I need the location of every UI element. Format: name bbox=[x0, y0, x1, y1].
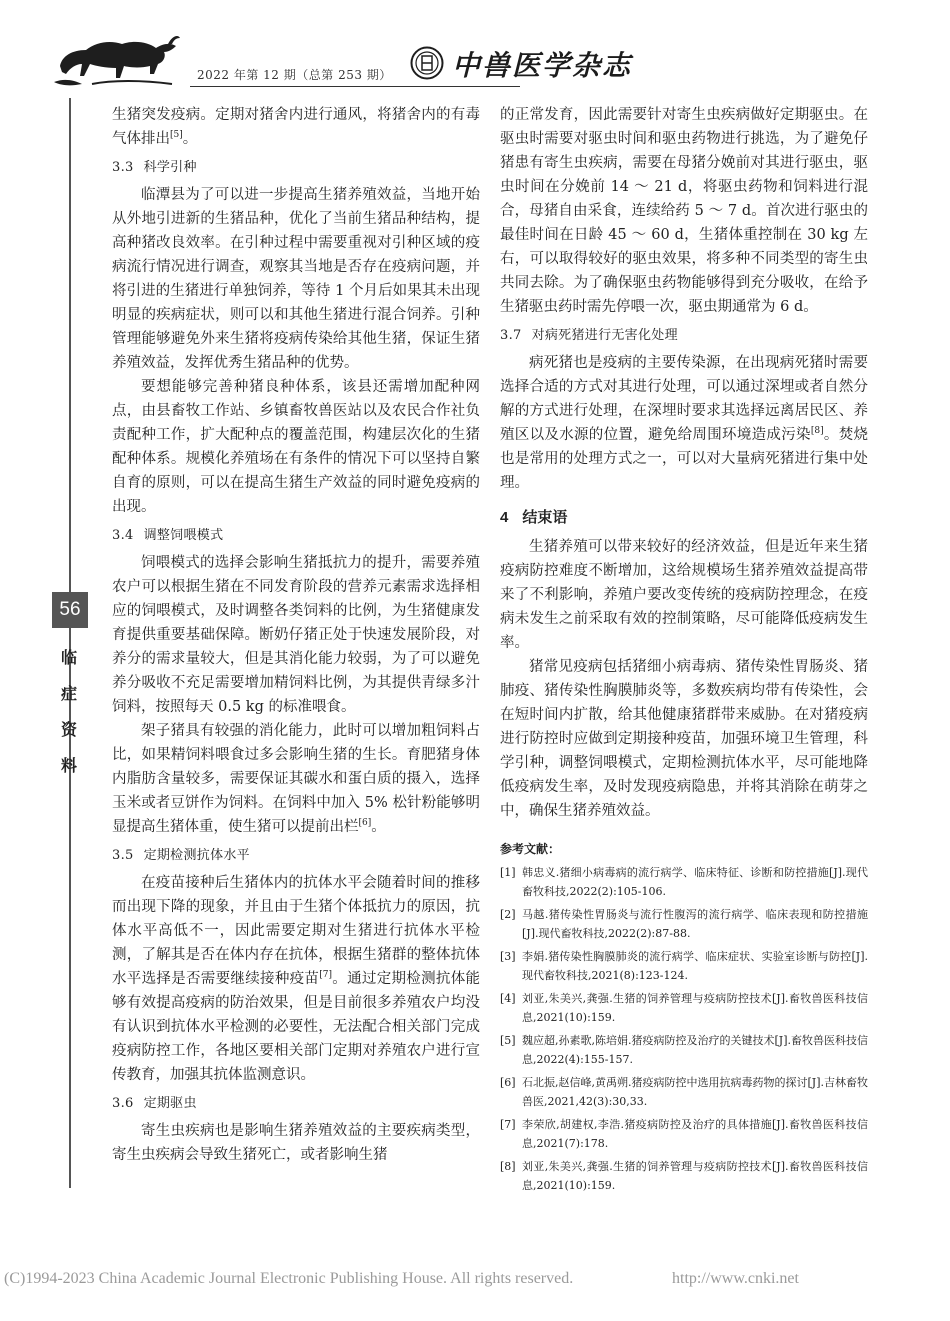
paragraph: 临潭县为了可以进一步提高生猪养殖效益，当地开始从外地引进新的生猪品种，优化了当前生猪品种结构，提高种猪改良效率。在引种过程中需要重视对引种区域的疫病流行情况进行调查，观察其当地是否存在疫病问题，并将引进的生猪进行单独饲养，等待 1 个月后如果其未出现明显的疾病症状，则可以和其他生猪进行混合饲养。引种管理能够避免外来生猪将疫病传染给其他生猪，保证生猪养殖效益，发挥优秀生猪品种的优势。 bbox=[112, 187, 480, 371]
reference-item: [2] 马越.猪传染性胃肠炎与流行性腹泻的流行病学、临床表现和防控措施[J].现代畜牧科技,2022(2):87-88. bbox=[500, 908, 868, 940]
footer-url[interactable]: http://www.cnki.net bbox=[672, 1270, 799, 1287]
paragraph: 的正常发育，因此需要针对寄生虫疾病做好定期驱虫。在驱虫时需要对驱虫时间和驱虫药物进行挑选，为了避免仔猪患有寄生虫疾病，需要在母猪分娩前对其进行驱虫，驱虫时间在分娩前 14 ～ 21 d，将驱虫药物和饲料进行混合，母猪自由采食，连续给药 5 ～ 7 d。首次进行驱虫的最佳时间在日龄 45 ～ 60 d，生猪体重控制在 30 kg 左右，可以取得较好的驱虫效果，将多种不同类型的寄生虫共同去除。为了确保驱虫药物能够得到充分吸收，在给予生猪驱虫药时需先停喂一次，驱虫期通常为 6 d。 bbox=[500, 107, 868, 315]
ox-logo-icon bbox=[52, 26, 182, 88]
reference-item: [5] 魏应超,孙素歌,陈培娟.猪疫病防控及治疗的关键技术[J].畜牧兽医科技信息,2022(4):155-157. bbox=[500, 1034, 868, 1066]
reference-item: [3] 李娟.猪传染性胸膜肺炎的流行病学、临床症状、实验室诊断与防控[J].现代畜牧科技,2021(8):123-124. bbox=[500, 950, 868, 982]
copyright-notice: (C)1994-2023 China Academic Journal Electronic Publishing House. All rights reserved. bbox=[4, 1270, 574, 1287]
paragraph: 饲喂模式的选择会影响生猪抵抗力的提升，需要养殖农户可以根据生猪在不同发育阶段的营养元素需求选择相应的饲喂模式，及时调整各类饲料的比例，为生猪健康发育提供重要基础保障。断奶仔猪正处于快速发展阶段，对养分的需求量较大，但是其消化能力较弱，为了可以避免养分吸收不充足需要增加精饲料比例，为其提供青绿多汁饲料，按照每天 0.5 kg 的标准喂食。 bbox=[112, 555, 480, 715]
paragraph: 病死猪也是疫病的主要传染源，在出现病死猪时需要选择合适的方式对其进行处理，可以通过深埋或者自然分解的方式进行处理，在深埋时要求其选择远离居民区、养殖区以及水源的位置，避免给周围环境造成污染[8]。焚烧也是常用的处理方式之一，可以对大量病死猪进行集中处理。 bbox=[500, 355, 868, 491]
citation: [6] bbox=[358, 818, 372, 828]
paragraph: 生猪养殖可以带来较好的经济效益，但是近年来生猪疫病防控难度不断增加，这给规模场生猪养殖效益提高带来了不利影响，养殖户要改变传统的疫病防控理念，在疫病未发生之前采取有效的控制策略，尽可能降低疫病发生率。 bbox=[500, 539, 868, 651]
subsection-heading: 3.3 科学引种 bbox=[112, 160, 197, 175]
reference-item: [6] 石北振,赵信峰,黄禹朔.猪疫病防控中选用抗病毒药物的探讨[J].吉林畜牧兽医,2021,42(3):30,33. bbox=[500, 1076, 868, 1108]
paragraph: 架子猪具有较强的消化能力，此时可以增加粗饲料占比，如果精饲料喂食过多会影响生猪的生长。育肥猪身体内脂肪含量较多，需要保证其碳水和蛋白质的摄入，选择玉米或者豆饼作为饲料。在饲料中加入 5% 松针粉能够明显提高生猪体重，使生猪可以提前出栏[6]。 bbox=[112, 723, 480, 835]
reference-item: [8] 刘亚,朱美兴,龚强.生猪的饲养管理与疫病防控技术[J].畜牧兽医科技信息,2021(10):159. bbox=[500, 1160, 868, 1192]
page-header bbox=[0, 0, 950, 100]
section-label-char: 资 bbox=[60, 720, 77, 739]
paragraph: 猪常见疫病包括猪细小病毒病、猪传染性胃肠炎、猪肺疫、猪传染性胸膜肺炎等，多数疾病均带有传染性，会在短时间内扩散，给其他健康猪群带来威胁。在对猪疫病进行防控时应做到定期接种疫苗，加强环境卫生管理，科学引种，调整饲喂模式，定期检测抗体水平，尽可能地降低疫病发生率，及时发现疫病隐患，并将其消除在萌芽之中，确保生猪养殖效益。 bbox=[500, 659, 868, 819]
citation: [8] bbox=[810, 426, 824, 436]
citation: [7] bbox=[319, 970, 332, 980]
paragraph: 生猪突发疫病。定期对猪舍内进行通风，将猪舍内的有毒气体排出[5]。 bbox=[112, 107, 480, 147]
subsection-heading: 3.6 定期驱虫 bbox=[112, 1096, 197, 1111]
references bbox=[500, 839, 868, 1195]
journal-emblem-icon bbox=[410, 46, 444, 80]
margin-rule bbox=[69, 98, 71, 1188]
section-label-char: 临 bbox=[60, 648, 77, 667]
section-heading: 4 结束语 bbox=[500, 509, 568, 526]
citation: [5] bbox=[170, 130, 183, 140]
right-column bbox=[500, 103, 868, 1199]
journal-title: 中兽医学杂志 bbox=[452, 49, 633, 82]
references-title: 参考文献： bbox=[500, 842, 561, 856]
issue-info: 2022 年第 12 期（总第 253 期） bbox=[197, 68, 392, 82]
reference-item: [7] 李荣欣,胡建权,李浩.猪疫病防控及治疗的具体措施[J].畜牧兽医科技信息,2021(7):178. bbox=[500, 1118, 868, 1150]
paragraph: 要想能够完善种猪良种体系，该县还需增加配种网点，由县畜牧工作站、乡镇畜牧兽医站以及农民合作社负责配种工作，扩大配种点的覆盖范围，构建层次化的生猪配种体系。规模化养殖场在有条件的情况下可以坚持自繁自育的原则，可以在提高生猪生产效益的同时避免疫病的出现。 bbox=[112, 379, 480, 515]
paragraph: 寄生虫疾病也是影响生猪养殖效益的主要疾病类型，寄生虫疾病会导致生猪死亡，或者影响生猪 bbox=[112, 1123, 480, 1163]
reference-item: [1] 韩忠义.猪细小病毒病的流行病学、临床特征、诊断和防控措施[J].现代畜牧科技,2022(2):105-106. bbox=[500, 866, 868, 898]
subsection-heading: 3.5 定期检测抗体水平 bbox=[112, 848, 250, 863]
subsection-heading: 3.4 调整饲喂模式 bbox=[112, 528, 224, 543]
section-label bbox=[56, 650, 82, 794]
section-label-char: 症 bbox=[60, 684, 77, 703]
section-label-char: 料 bbox=[60, 756, 77, 775]
page-number: 56 bbox=[52, 592, 88, 628]
subsection-heading: 3.7 对病死猪进行无害化处理 bbox=[500, 328, 678, 343]
reference-item: [4] 刘亚,朱美兴,龚强.生猪的饲养管理与疫病防控技术[J].畜牧兽医科技信息,2021(10):159. bbox=[500, 992, 868, 1024]
paragraph: 在疫苗接种后生猪体内的抗体水平会随着时间的推移而出现下降的现象，并且由于生猪个体抵抗力的原因，抗体水平高低不一，因此需要定期对生猪进行抗体水平检测，了解其是否在体内存在抗体，根据生猪群的整体抗体水平选择是否需要继续接种疫苗[7]。通过定期检测抗体能够有效提高疫病的防治效果，但是目前很多养殖农户均没有认识到抗体水平检测的必要性，无法配合相关部门完成疫病防控工作，各地区要相关部门定期对养殖农户进行宣传教育，加强其抗体监测意识。 bbox=[112, 875, 481, 1083]
header-divider bbox=[190, 86, 520, 87]
left-column bbox=[112, 103, 480, 1167]
